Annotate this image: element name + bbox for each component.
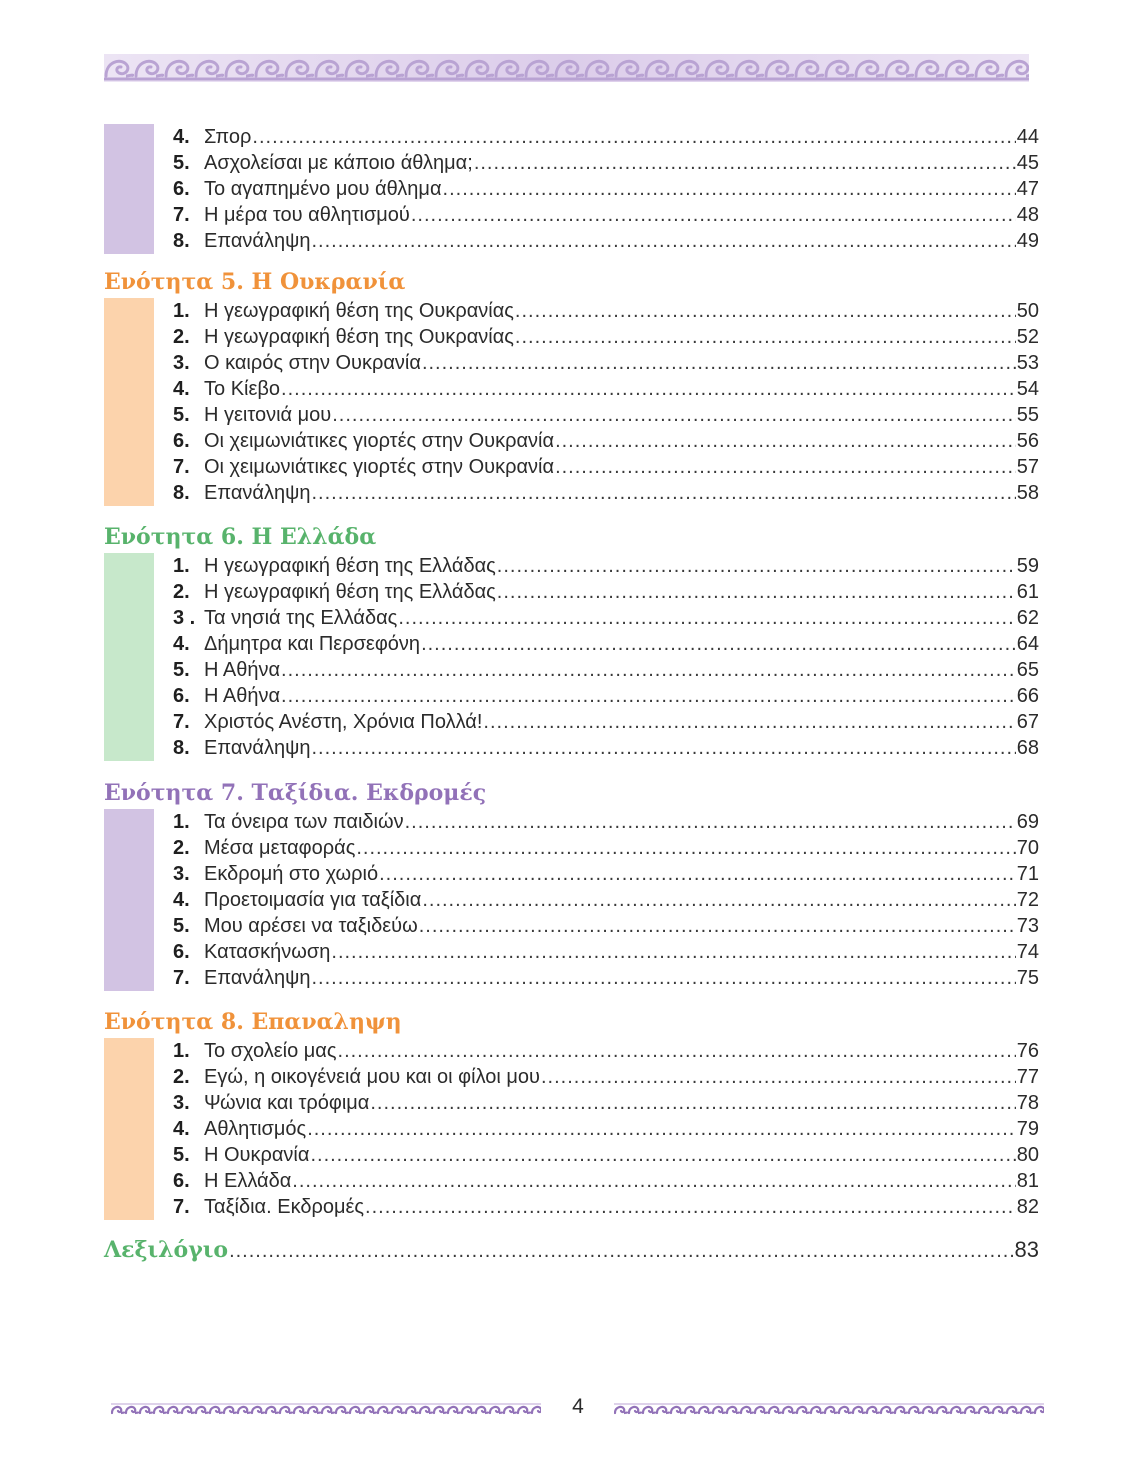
dot-leader bbox=[229, 1235, 1013, 1267]
dot-leader bbox=[483, 709, 1015, 735]
entry-number: 5. bbox=[173, 404, 190, 426]
dot-leader bbox=[307, 1116, 1016, 1142]
toc-entry[interactable] bbox=[173, 1168, 1039, 1194]
entry-title: Δήμητρα και Περσεφόνη bbox=[204, 633, 421, 655]
entry-number: 5. bbox=[173, 152, 190, 174]
toc-entry[interactable] bbox=[173, 324, 1039, 350]
entry-page: 80 bbox=[1016, 1144, 1039, 1166]
wave-border-icon bbox=[104, 54, 1029, 82]
toc-block bbox=[104, 124, 1039, 254]
entry-title: Εκδρομή στο χωριό bbox=[204, 863, 379, 885]
dot-leader bbox=[541, 1064, 1016, 1090]
toc-section-greece bbox=[104, 523, 1039, 761]
toc-section-review bbox=[104, 1008, 1039, 1220]
dot-leader bbox=[311, 480, 1015, 506]
toc-entry[interactable] bbox=[173, 298, 1039, 324]
entry-title: Το σχολείο μας bbox=[204, 1040, 337, 1062]
toc-block bbox=[104, 553, 1039, 761]
dot-leader bbox=[370, 1090, 1015, 1116]
entry-number: 6. bbox=[173, 1170, 190, 1192]
entry-number: 4. bbox=[173, 126, 190, 148]
entry-number: 4. bbox=[173, 1118, 190, 1140]
entry-page: 56 bbox=[1016, 430, 1039, 452]
toc-entry[interactable] bbox=[173, 350, 1039, 376]
entry-page: 58 bbox=[1016, 482, 1039, 504]
entry-page: 67 bbox=[1016, 711, 1039, 733]
entry-title: Το Κίεβο bbox=[204, 378, 281, 400]
entry-page: 77 bbox=[1016, 1066, 1039, 1088]
entry-page: 44 bbox=[1016, 126, 1039, 148]
color-bar bbox=[104, 124, 154, 254]
entry-number: 8. bbox=[173, 737, 190, 759]
dot-leader bbox=[356, 835, 1015, 861]
entry-number: 1. bbox=[173, 300, 190, 322]
toc-entry[interactable] bbox=[173, 861, 1039, 887]
toc-entry[interactable] bbox=[173, 657, 1039, 683]
entry-page: 65 bbox=[1016, 659, 1039, 681]
entry-title: Τα όνειρα των παιδιών bbox=[204, 811, 404, 833]
entry-page: 69 bbox=[1016, 811, 1039, 833]
toc-lexicon-link[interactable] bbox=[104, 1234, 1039, 1266]
entry-number: 7. bbox=[173, 1196, 190, 1218]
dot-leader bbox=[421, 631, 1016, 657]
entry-page: 49 bbox=[1016, 230, 1039, 252]
entry-title: Κατασκήνωση bbox=[204, 941, 331, 963]
entry-title: Η γεωγραφική θέση της Ελλάδας bbox=[204, 581, 496, 603]
dot-leader bbox=[443, 176, 1016, 202]
toc-entry[interactable] bbox=[173, 939, 1039, 965]
dot-leader bbox=[311, 228, 1015, 254]
toc-entry[interactable] bbox=[173, 913, 1039, 939]
entry-title: Η Αθήνα bbox=[204, 685, 281, 707]
dot-leader bbox=[555, 428, 1016, 454]
color-bar bbox=[104, 553, 154, 761]
entry-page: 48 bbox=[1016, 204, 1039, 226]
entry-number: 4. bbox=[173, 889, 190, 911]
entry-number: 8. bbox=[173, 482, 190, 504]
entry-title: Οι χειμωνιάτικες γιορτές στην Ουκρανία bbox=[204, 456, 555, 478]
entry-title: Μέσα μεταφοράς bbox=[204, 837, 356, 859]
page-number: 4 bbox=[572, 1395, 584, 1418]
dot-leader bbox=[497, 579, 1016, 605]
color-bar bbox=[104, 809, 154, 991]
entry-number: 3. bbox=[173, 1092, 190, 1114]
entry-title: Προετοιμασία για ταξίδια bbox=[204, 889, 422, 911]
entry-page: 53 bbox=[1016, 352, 1039, 374]
entry-title: Η Αθήνα bbox=[204, 659, 281, 681]
entry-number: 3. bbox=[173, 352, 190, 374]
color-bar bbox=[104, 298, 154, 506]
dot-leader bbox=[338, 1038, 1016, 1064]
lexicon-page: 83 bbox=[1014, 1237, 1039, 1262]
toc-block bbox=[104, 809, 1039, 991]
entry-number: 4. bbox=[173, 378, 190, 400]
entry-page: 73 bbox=[1016, 915, 1039, 937]
entry-title: Οι χειμωνιάτικες γιορτές στην Ουκρανία bbox=[204, 430, 555, 452]
entry-title: Μου αρέσει να ταξιδεύω bbox=[204, 915, 418, 937]
toc-entry[interactable] bbox=[173, 887, 1039, 913]
toc-entry[interactable] bbox=[173, 1194, 1039, 1220]
entry-page: 54 bbox=[1016, 378, 1039, 400]
entry-number: 2. bbox=[173, 581, 190, 603]
dot-leader bbox=[422, 887, 1015, 913]
entry-number: 2. bbox=[173, 1066, 190, 1088]
entry-number: 7. bbox=[173, 204, 190, 226]
entry-page: 66 bbox=[1016, 685, 1039, 707]
entry-title: Η μέρα του αθλητισμού bbox=[204, 204, 410, 226]
toc-entry[interactable] bbox=[173, 402, 1039, 428]
entry-title: Ασχολείσαι με κάποιο άθλημα; bbox=[204, 152, 473, 174]
entry-page: 62 bbox=[1016, 607, 1039, 629]
entry-number: 5. bbox=[173, 659, 190, 681]
toc-entry[interactable] bbox=[173, 428, 1039, 454]
entry-page: 71 bbox=[1016, 863, 1039, 885]
entry-number: 4. bbox=[173, 633, 190, 655]
toc-block bbox=[104, 1038, 1039, 1220]
entry-title: Επανάληψη bbox=[204, 737, 311, 759]
entry-page: 55 bbox=[1016, 404, 1039, 426]
entry-title: Η γειτονιά μου bbox=[204, 404, 332, 426]
entry-number: 2. bbox=[173, 837, 190, 859]
entry-page: 52 bbox=[1016, 326, 1039, 348]
entry-title: Επανάληψη bbox=[204, 230, 311, 252]
entry-number: 8. bbox=[173, 230, 190, 252]
toc-entry[interactable] bbox=[173, 809, 1039, 835]
entry-title: Τα νησιά της Ελλάδας bbox=[204, 607, 398, 629]
dot-leader bbox=[310, 1142, 1015, 1168]
toc-entry[interactable] bbox=[173, 835, 1039, 861]
dot-leader bbox=[311, 735, 1015, 761]
entry-page: 72 bbox=[1016, 889, 1039, 911]
toc-entry[interactable] bbox=[173, 124, 1039, 150]
dot-leader bbox=[281, 683, 1016, 709]
entry-number: 1. bbox=[173, 555, 190, 577]
entry-title: Η Ελλάδα bbox=[204, 1170, 292, 1192]
entry-number: 7. bbox=[173, 456, 190, 478]
entry-page: 47 bbox=[1016, 178, 1039, 200]
toc-entry[interactable] bbox=[173, 480, 1039, 506]
entry-title: Το αγαπημένο μου άθλημα bbox=[204, 178, 442, 200]
entry-title: Επανάληψη bbox=[204, 482, 311, 504]
dot-leader bbox=[281, 376, 1016, 402]
entry-title: Αθλητισμός bbox=[204, 1118, 307, 1140]
toc-section-sport bbox=[104, 124, 1039, 254]
entry-number: 5. bbox=[173, 1144, 190, 1166]
toc-entry[interactable] bbox=[173, 1142, 1039, 1168]
dot-leader bbox=[515, 298, 1016, 324]
entry-title: Σπορ bbox=[204, 126, 252, 148]
section-title: Ενότητα 5. Η Ουκρανία bbox=[104, 269, 406, 295]
dot-leader bbox=[332, 402, 1016, 428]
entry-number: 7. bbox=[173, 967, 190, 989]
section-title: Ενότητα 7. Ταξίδια. Εκδρομές bbox=[104, 780, 487, 806]
toc-section-ukraine bbox=[104, 268, 1039, 506]
toc-entry[interactable] bbox=[173, 202, 1039, 228]
entry-number: 7. bbox=[173, 711, 190, 733]
entry-page: 81 bbox=[1016, 1170, 1039, 1192]
entry-number: 6. bbox=[173, 430, 190, 452]
wave-divider-icon bbox=[111, 1402, 541, 1418]
entry-number: 6. bbox=[173, 685, 190, 707]
dot-leader bbox=[422, 350, 1016, 376]
entry-number: 1. bbox=[173, 811, 190, 833]
entry-page: 45 bbox=[1016, 152, 1039, 174]
entry-page: 50 bbox=[1016, 300, 1039, 322]
toc-entry[interactable] bbox=[173, 735, 1039, 761]
dot-leader bbox=[331, 939, 1015, 965]
entry-page: 74 bbox=[1016, 941, 1039, 963]
entry-number: 3 . bbox=[173, 607, 196, 629]
entry-title: Ψώνια και τρόφιμα bbox=[204, 1092, 370, 1114]
dot-leader bbox=[311, 965, 1015, 991]
section-title: Ενότητα 8. Επαναληψη bbox=[104, 1009, 402, 1035]
dot-leader bbox=[405, 809, 1016, 835]
entry-page: 59 bbox=[1016, 555, 1039, 577]
dot-leader bbox=[419, 913, 1016, 939]
dot-leader bbox=[497, 553, 1016, 579]
entry-title: Η γεωγραφική θέση της Ουκρανίας bbox=[204, 300, 514, 322]
dot-leader bbox=[365, 1194, 1016, 1220]
dot-leader bbox=[281, 657, 1016, 683]
entry-title: Η γεωγραφική θέση της Ουκρανίας bbox=[204, 326, 514, 348]
entry-title: Χριστός Ανέστη, Χρόνια Πολλά! bbox=[204, 711, 483, 733]
entry-page: 70 bbox=[1016, 837, 1039, 859]
dot-leader bbox=[379, 861, 1016, 887]
entry-number: 1. bbox=[173, 1040, 190, 1062]
toc-block bbox=[104, 298, 1039, 506]
toc-entry[interactable] bbox=[173, 376, 1039, 402]
entry-number: 3. bbox=[173, 863, 190, 885]
toc-entry[interactable] bbox=[173, 1064, 1039, 1090]
entry-number: 2. bbox=[173, 326, 190, 348]
toc-entry[interactable] bbox=[173, 553, 1039, 579]
entry-page: 76 bbox=[1016, 1040, 1039, 1062]
toc-entry[interactable] bbox=[173, 709, 1039, 735]
entry-page: 79 bbox=[1016, 1118, 1039, 1140]
entry-title: Η γεωγραφική θέση της Ελλάδας bbox=[204, 555, 496, 577]
entry-number: 6. bbox=[173, 178, 190, 200]
entry-title: Η Ουκρανία bbox=[204, 1144, 310, 1166]
entry-title: Ο καιρός στην Ουκρανία bbox=[204, 352, 421, 374]
toc-entry[interactable] bbox=[173, 965, 1039, 991]
toc-entry[interactable] bbox=[173, 454, 1039, 480]
dot-leader bbox=[411, 202, 1016, 228]
entry-number: 5. bbox=[173, 915, 190, 937]
entry-page: 82 bbox=[1016, 1196, 1039, 1218]
entry-title: Επανάληψη bbox=[204, 967, 311, 989]
entry-title: Ταξίδια. Εκδρομές bbox=[204, 1196, 365, 1218]
toc-entry[interactable] bbox=[173, 228, 1039, 254]
entry-page: 78 bbox=[1016, 1092, 1039, 1114]
color-bar bbox=[104, 1038, 154, 1220]
toc-section-trips bbox=[104, 779, 1039, 991]
entry-page: 61 bbox=[1016, 581, 1039, 603]
toc-entry[interactable] bbox=[173, 683, 1039, 709]
dot-leader bbox=[398, 605, 1015, 631]
wave-divider-icon bbox=[614, 1402, 1044, 1418]
dot-leader bbox=[555, 454, 1016, 480]
toc-entry[interactable] bbox=[173, 176, 1039, 202]
entry-title: Εγώ, η οικογένειά μου και οι φίλοι μου bbox=[204, 1066, 540, 1088]
entry-page: 68 bbox=[1016, 737, 1039, 759]
dot-leader bbox=[515, 324, 1016, 350]
toc-entry[interactable] bbox=[173, 579, 1039, 605]
toc-entry[interactable] bbox=[173, 150, 1039, 176]
lexicon-title: Λεξιλόγιο bbox=[104, 1237, 229, 1263]
entry-number: 6. bbox=[173, 941, 190, 963]
toc-entry[interactable] bbox=[173, 1090, 1039, 1116]
toc-entry[interactable] bbox=[173, 1116, 1039, 1142]
dot-leader bbox=[292, 1168, 1015, 1194]
dot-leader bbox=[474, 150, 1016, 176]
dot-leader bbox=[252, 124, 1015, 150]
toc-entry[interactable] bbox=[173, 631, 1039, 657]
toc-entry[interactable] bbox=[173, 1038, 1039, 1064]
entry-page: 64 bbox=[1016, 633, 1039, 655]
section-title: Ενότητα 6. Η Ελλάδα bbox=[104, 524, 377, 550]
entry-page: 57 bbox=[1016, 456, 1039, 478]
entry-page: 75 bbox=[1016, 967, 1039, 989]
toc-entry[interactable] bbox=[173, 605, 1039, 631]
